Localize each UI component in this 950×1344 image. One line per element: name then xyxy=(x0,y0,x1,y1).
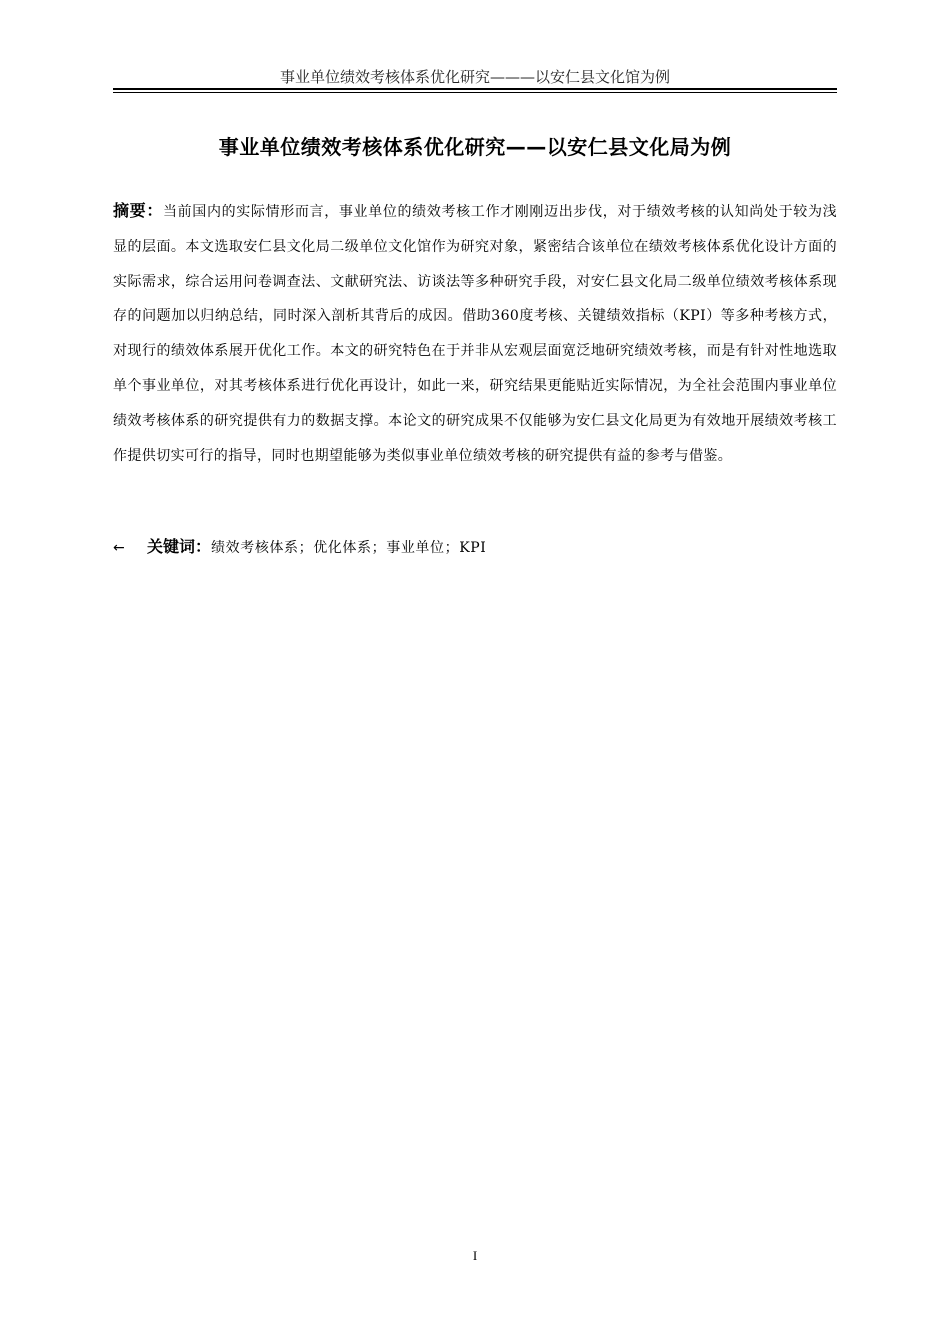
abstract-label: 摘要： xyxy=(113,201,163,220)
keywords-label: 关键词： xyxy=(147,537,212,556)
page-number: I xyxy=(472,1248,478,1263)
keywords-line xyxy=(113,534,837,561)
abstract-text: 当前国内的实际情形而言，事业单位的绩效考核工作才刚刚迈出步伐，对于绩效考核的认知尚处于较为浅显的层面。本文选取安仁县文化局二级单位文化馆作为研究对象，紧密结合该单位在绩效考核体系优化设计方面的实际需求，综合运用问卷调查法、文献研究法、访谈法等多种研究手段，对安仁县文化局二级单位绩效考核体系现存的问题加以归纳总结，同时深入剖析其背后的成因。借助360度考核、关键绩效指标（KPI）等多种考核方式，对现行的绩效体系展开优化工作。本文的研究特色在于并非从宏观层面宽泛地研究绩效考核，而是有针对性地选取单个事业单位，对其考核体系进行优化再设计，如此一来，研究结果更能贴近实际情况，为全社会范围内事业单位绩效考核体系的研究提供有力的数据支撑。本论文的研究成果不仅能够为安仁县文化局更为有效地开展绩效考核工作提供切实可行的指导，同时也期望能够为类似事业单位绩效考核的研究提供有益的参考与借鉴。 xyxy=(113,204,837,464)
keywords-text: 绩效考核体系；优化体系；事业单位；KPI xyxy=(211,540,487,556)
header-rule-thick xyxy=(113,88,837,90)
abstract-paragraph xyxy=(113,194,837,473)
arrow-left-icon: ← xyxy=(113,540,125,556)
header-rule-thin xyxy=(113,92,837,93)
paper-title: 事业单位绩效考核体系优化研究——以安仁县文化局为例 xyxy=(218,135,732,159)
running-header: 事业单位绩效考核体系优化研究———以安仁县文化馆为例 xyxy=(279,68,670,86)
